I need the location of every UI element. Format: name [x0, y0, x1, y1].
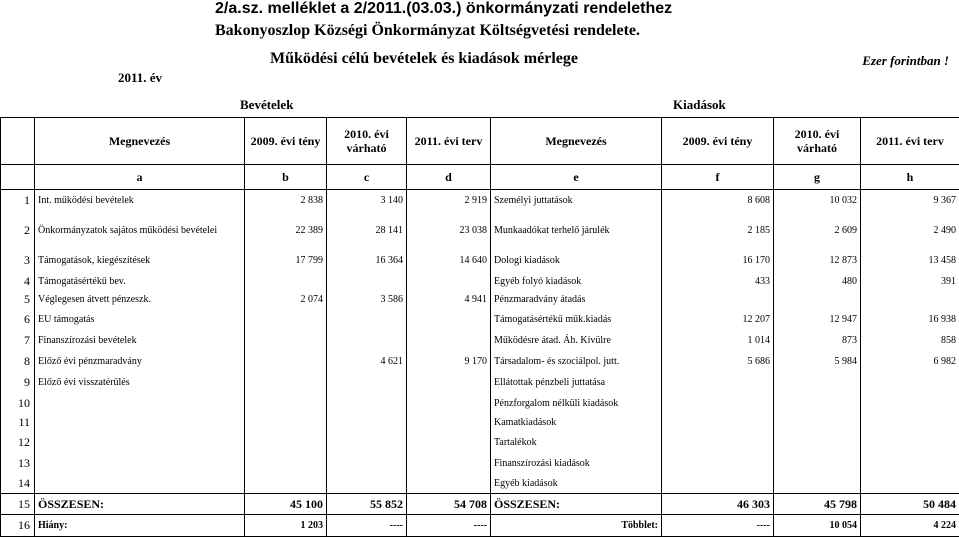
- expense-name: Társadalom- és szociálpol. jutt.: [491, 351, 662, 372]
- expense-2010: [774, 291, 861, 309]
- revenue-2010: [327, 309, 407, 330]
- revenue-2010: [327, 273, 407, 291]
- summary-row: [1, 494, 959, 515]
- expense-2009: 1 014: [662, 330, 774, 351]
- revenue-2011: 2 919: [407, 190, 491, 212]
- revenue-2010: [327, 414, 407, 432]
- expense-2010: [774, 372, 861, 393]
- expense-2010: 480: [774, 273, 861, 291]
- revenue-2011: 9 170: [407, 351, 491, 372]
- revenue-2009: 17 799: [245, 249, 327, 273]
- expense-name: Egyéb folyó kiadások: [491, 273, 662, 291]
- expense-name: Pénzmaradvány átadás: [491, 291, 662, 309]
- revenue-2009: 2 074: [245, 291, 327, 309]
- unit-label: Ezer forintban !: [862, 53, 949, 69]
- revenue-2010: 3 586: [327, 291, 407, 309]
- expense-2011: 4 224: [861, 515, 959, 537]
- table-row: [1, 249, 959, 273]
- row-number: 11: [1, 414, 35, 432]
- table-row: [1, 351, 959, 372]
- table-row: [1, 453, 959, 474]
- revenue-2009: 1 203: [245, 515, 327, 537]
- expense-2009: 12 207: [662, 309, 774, 330]
- expense-2010: 10 054: [774, 515, 861, 537]
- expense-2009: [662, 372, 774, 393]
- revenue-2011: 4 941: [407, 291, 491, 309]
- revenue-name: Hiány:: [35, 515, 245, 537]
- expense-2010: [774, 453, 861, 474]
- expense-name: Tartalékok: [491, 432, 662, 453]
- year-label: 2011. év: [118, 70, 162, 86]
- col-letter: d: [407, 165, 491, 190]
- row-number: 15: [1, 494, 35, 515]
- expense-2010: [774, 414, 861, 432]
- expense-2011: [861, 291, 959, 309]
- revenue-2009: [245, 453, 327, 474]
- revenue-2010: [327, 474, 407, 494]
- revenue-name: Előző évi visszatérülés: [35, 372, 245, 393]
- revenue-2009: [245, 351, 327, 372]
- row-number: 1: [1, 190, 35, 212]
- row-number: 10: [1, 393, 35, 414]
- revenue-2009: [245, 372, 327, 393]
- municipality-title: Bakonyoszlop Községi Önkormányzat Költségvetési rendelete.: [215, 22, 640, 40]
- revenue-name: Támogatások, kiegészítések: [35, 249, 245, 273]
- table-row: [1, 291, 959, 309]
- col-name-expense: Megnevezés: [491, 118, 662, 165]
- revenue-2010: [327, 372, 407, 393]
- revenue-2009: [245, 273, 327, 291]
- table-row: [1, 212, 959, 249]
- row-number: 4: [1, 273, 35, 291]
- revenue-name: Int. működési bevételek: [35, 190, 245, 212]
- revenue-2010: ----: [327, 515, 407, 537]
- expense-2009: ----: [662, 515, 774, 537]
- revenue-name: [35, 453, 245, 474]
- table-row: [1, 393, 959, 414]
- row-number: 5: [1, 291, 35, 309]
- expense-2009: [662, 432, 774, 453]
- revenue-name: [35, 474, 245, 494]
- revenue-2010: [327, 453, 407, 474]
- expense-2009: 46 303: [662, 494, 774, 515]
- expense-name: Munkaadókat terhelő járulék: [491, 212, 662, 249]
- revenue-2009: 45 100: [245, 494, 327, 515]
- revenue-2011: 14 640: [407, 249, 491, 273]
- revenue-2011: [407, 309, 491, 330]
- table-row: [1, 414, 959, 432]
- revenue-name: ÖSSZESEN:: [35, 494, 245, 515]
- expense-2011: [861, 414, 959, 432]
- col-letter: c: [327, 165, 407, 190]
- revenue-2009: [245, 474, 327, 494]
- col-letter: g: [774, 165, 861, 190]
- revenue-2009: [245, 432, 327, 453]
- revenue-2010: [327, 330, 407, 351]
- balance-title: Működési célú bevételek és kiadások mérlege: [270, 50, 578, 68]
- balance-table: [0, 117, 959, 537]
- revenue-2010: [327, 393, 407, 414]
- expense-2011: [861, 393, 959, 414]
- revenue-2011: [407, 372, 491, 393]
- expense-2009: [662, 474, 774, 494]
- expense-2011: 858: [861, 330, 959, 351]
- expense-2009: [662, 453, 774, 474]
- expense-2009: 433: [662, 273, 774, 291]
- revenue-name: Önkormányzatok sajátos működési bevételei: [35, 212, 245, 249]
- expense-2010: 12 947: [774, 309, 861, 330]
- expense-name: ÖSSZESEN:: [491, 494, 662, 515]
- revenue-2011: [407, 474, 491, 494]
- expense-2011: 16 938: [861, 309, 959, 330]
- col-2010-revenue: 2010. évi várható: [327, 118, 407, 165]
- expense-2011: 391: [861, 273, 959, 291]
- row-number: 12: [1, 432, 35, 453]
- expense-2011: [861, 432, 959, 453]
- expense-name: Egyéb kiadások: [491, 474, 662, 494]
- col-2009-expense: 2009. évi tény: [662, 118, 774, 165]
- revenue-2011: 23 038: [407, 212, 491, 249]
- expense-2010: 2 609: [774, 212, 861, 249]
- annex-title: 2/a.sz. melléklet a 2/2011.(03.03.) önkormányzati rendelethez: [215, 0, 672, 18]
- col-2011-expense: 2011. évi terv: [861, 118, 959, 165]
- revenue-2010: 55 852: [327, 494, 407, 515]
- expense-2009: 5 686: [662, 351, 774, 372]
- expense-name: Pénzforgalom nélküli kiadások: [491, 393, 662, 414]
- col-letter: e: [491, 165, 662, 190]
- column-letter-row: [1, 165, 959, 190]
- revenue-2010: 3 140: [327, 190, 407, 212]
- expense-2011: [861, 372, 959, 393]
- revenue-2009: [245, 393, 327, 414]
- revenue-2011: [407, 432, 491, 453]
- expense-2010: 873: [774, 330, 861, 351]
- revenue-2009: [245, 414, 327, 432]
- revenue-2010: 16 364: [327, 249, 407, 273]
- revenue-2010: 4 621: [327, 351, 407, 372]
- row-number: 7: [1, 330, 35, 351]
- col-2009-revenue: 2009. évi tény: [245, 118, 327, 165]
- row-number: 8: [1, 351, 35, 372]
- revenue-2009: 22 389: [245, 212, 327, 249]
- expense-2010: [774, 432, 861, 453]
- expense-2009: 16 170: [662, 249, 774, 273]
- revenue-2011: [407, 393, 491, 414]
- revenue-2011: [407, 414, 491, 432]
- expense-2010: 10 032: [774, 190, 861, 212]
- expense-name: Ellátottak pénzbeli juttatása: [491, 372, 662, 393]
- expense-2009: 8 608: [662, 190, 774, 212]
- revenue-2010: 28 141: [327, 212, 407, 249]
- table-row: [1, 330, 959, 351]
- expense-2010: 12 873: [774, 249, 861, 273]
- expense-name: Kamatkiadások: [491, 414, 662, 432]
- revenue-name: Véglegesen átvett pénzeszk.: [35, 291, 245, 309]
- revenue-2011: 54 708: [407, 494, 491, 515]
- expense-name: Dologi kiadások: [491, 249, 662, 273]
- row-number: 6: [1, 309, 35, 330]
- revenue-2009: [245, 309, 327, 330]
- table-row: [1, 474, 959, 494]
- row-number: 13: [1, 453, 35, 474]
- expense-2010: 45 798: [774, 494, 861, 515]
- revenue-section-label: Bevételek: [240, 97, 293, 113]
- revenue-2009: 2 838: [245, 190, 327, 212]
- expense-2009: [662, 291, 774, 309]
- row-number: 3: [1, 249, 35, 273]
- expense-2011: 9 367: [861, 190, 959, 212]
- row-number: 2: [1, 212, 35, 249]
- expense-2009: [662, 414, 774, 432]
- expense-2011: 50 484: [861, 494, 959, 515]
- expense-name: Működésre átad. Áh. Kívülre: [491, 330, 662, 351]
- expense-name: Személyi juttatások: [491, 190, 662, 212]
- revenue-name: [35, 432, 245, 453]
- table-row: [1, 372, 959, 393]
- column-header-row: [1, 118, 959, 165]
- expense-2010: 5 984: [774, 351, 861, 372]
- col-letter: f: [662, 165, 774, 190]
- expense-name: Támogatásértékű műk.kiadás: [491, 309, 662, 330]
- expense-2009: [662, 393, 774, 414]
- table-row: [1, 190, 959, 212]
- table-row: [1, 309, 959, 330]
- col-letter: h: [861, 165, 959, 190]
- expense-2011: [861, 474, 959, 494]
- expense-name: Finanszírozási kiadások: [491, 453, 662, 474]
- revenue-name: Finanszírozási bevételek: [35, 330, 245, 351]
- table-row: [1, 515, 959, 537]
- revenue-name: Támogatásértékű bev.: [35, 273, 245, 291]
- expense-section-label: Kiadások: [673, 97, 726, 113]
- expense-2011: 13 458: [861, 249, 959, 273]
- revenue-2011: [407, 273, 491, 291]
- table-row: [1, 273, 959, 291]
- row-number: 16: [1, 515, 35, 537]
- row-number: 9: [1, 372, 35, 393]
- revenue-name: [35, 414, 245, 432]
- expense-2009: 2 185: [662, 212, 774, 249]
- revenue-2011: ----: [407, 515, 491, 537]
- col-2011-revenue: 2011. évi terv: [407, 118, 491, 165]
- expense-2010: [774, 393, 861, 414]
- expense-2011: 6 982: [861, 351, 959, 372]
- revenue-2010: [327, 432, 407, 453]
- col-name-revenue: Megnevezés: [35, 118, 245, 165]
- revenue-name: [35, 393, 245, 414]
- expense-name: Többlet:: [491, 515, 662, 537]
- revenue-name: Előző évi pénzmaradvány: [35, 351, 245, 372]
- row-number: 14: [1, 474, 35, 494]
- expense-2010: [774, 474, 861, 494]
- revenue-2011: [407, 330, 491, 351]
- revenue-2011: [407, 453, 491, 474]
- expense-2011: [861, 453, 959, 474]
- revenue-name: EU támogatás: [35, 309, 245, 330]
- col-letter: a: [35, 165, 245, 190]
- table-row: [1, 432, 959, 453]
- col-2010-expense: 2010. évi várható: [774, 118, 861, 165]
- expense-2011: 2 490: [861, 212, 959, 249]
- col-letter: b: [245, 165, 327, 190]
- revenue-2009: [245, 330, 327, 351]
